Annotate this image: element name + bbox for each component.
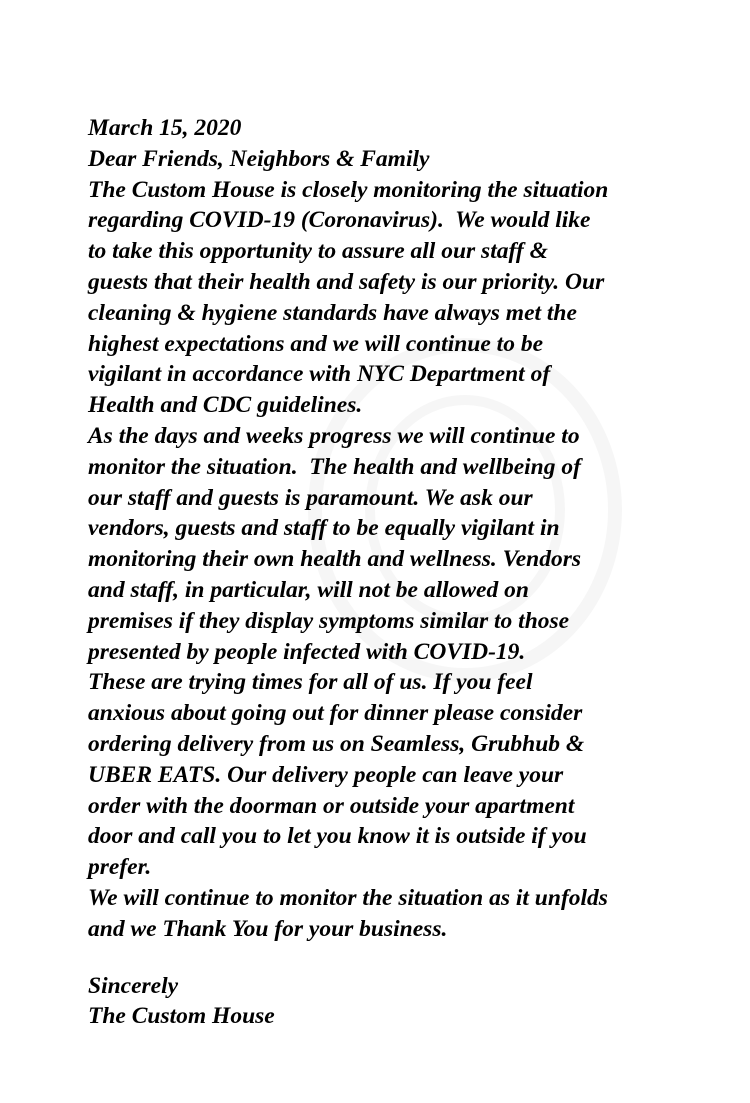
- text-line: order with the doorman or outside your apartment: [88, 792, 575, 819]
- text-line: monitor the situation. The health and wellbeing of: [88, 453, 581, 480]
- letter-salutation: Dear Friends, Neighbors & Family: [88, 145, 430, 172]
- text-line: monitoring their own health and wellness. Vendors: [88, 546, 581, 573]
- text-line: vendors, guests and staff to be equally vigilant in: [88, 515, 560, 542]
- text-line: prefer.: [88, 854, 152, 881]
- text-line: our staff and guests is paramount. We ask our: [88, 484, 533, 511]
- text-line: These are trying times for all of us. If you feel: [88, 669, 533, 696]
- text-line: to take this opportunity to assure all our staff &: [88, 238, 548, 265]
- text-line: guests that their health and safety is our priority. Our: [88, 268, 605, 295]
- text-line: As the days and weeks progress we will continue to: [88, 422, 580, 449]
- paragraph-vigilance: [88, 421, 728, 667]
- text-line: anxious about going out for dinner please consider: [88, 700, 583, 727]
- letter-body: [88, 113, 728, 1032]
- letter-closing: Sincerely: [88, 972, 179, 999]
- text-line: highest expectations and we will continue to be: [88, 330, 544, 357]
- text-line: ordering delivery from us on Seamless, Grubhub &: [88, 730, 585, 757]
- letter-signature: The Custom House: [88, 1003, 275, 1030]
- paragraph-thanks: [88, 883, 728, 945]
- text-line: UBER EATS. Our delivery people can leave your: [88, 761, 564, 788]
- text-line: Health and CDC guidelines.: [88, 392, 363, 419]
- text-line: premises if they display symptoms similar to those: [88, 607, 570, 634]
- text-line: vigilant in accordance with NYC Department of: [88, 361, 551, 388]
- text-line: regarding COVID-19 (Coronavirus). We would like: [88, 207, 591, 234]
- paragraph-monitoring: [88, 175, 728, 421]
- spacer: [88, 945, 728, 971]
- letter-date: March 15, 2020: [88, 115, 242, 141]
- text-line: presented by people infected with COVID-19.: [88, 638, 526, 665]
- text-line: and staff, in particular, will not be allowed on: [88, 576, 529, 603]
- text-line: cleaning & hygiene standards have always met the: [88, 299, 577, 326]
- text-line: The Custom House is closely monitoring the situation: [88, 176, 609, 203]
- text-line: and we Thank You for your business.: [88, 915, 448, 942]
- text-line: door and call you to let you know it is outside if you: [88, 823, 587, 850]
- paragraph-delivery: [88, 667, 728, 883]
- text-line: We will continue to monitor the situation as it unfolds: [88, 884, 608, 911]
